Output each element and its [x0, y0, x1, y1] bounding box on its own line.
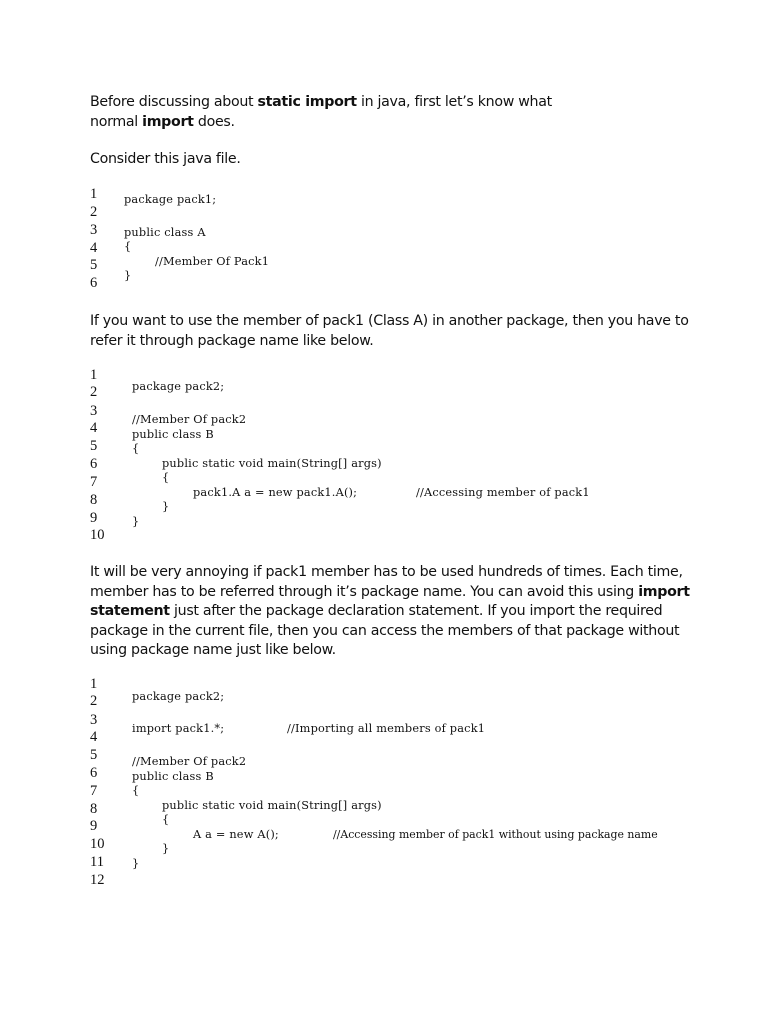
code-line: package pack1;	[124, 193, 217, 206]
intro-line-1: Before discussing about static import in java, first let’s know what	[90, 94, 552, 110]
pack1-usage-line-1: If you want to use the member of pack1 (Class A) in another package, then you have to	[90, 313, 689, 329]
line-number: 3	[90, 712, 98, 728]
line-number: 6	[90, 275, 98, 291]
code-line: {	[124, 240, 132, 253]
code-comment: //Importing all members of pack1	[287, 722, 486, 735]
import-explanation-line-3: statement just after the package declaration statement. If you import the required	[90, 603, 663, 619]
import-explanation-line-2: member has to be referred through it’s package name. You can avoid this using import	[90, 583, 690, 600]
line-number: 6	[90, 456, 98, 472]
line-number: 4	[90, 420, 98, 436]
line-number: 1	[90, 367, 98, 383]
code-comment: //Accessing member of pack1	[416, 486, 590, 499]
line-number: 6	[90, 765, 98, 781]
line-number: 9	[90, 818, 98, 834]
pack1-usage-paragraph	[90, 312, 689, 351]
consider-paragraph: Consider this java file.	[90, 151, 241, 167]
code-comment: //Member Of Pack1	[155, 255, 270, 268]
code-line: {	[162, 471, 170, 484]
code-line: package pack2;	[132, 380, 225, 393]
line-number: 9	[90, 510, 98, 526]
code-line: public class A	[124, 226, 206, 239]
code-line: public static void main(String[] args)	[162, 799, 382, 812]
line-number: 10	[90, 527, 105, 543]
line-number: 7	[90, 474, 98, 490]
line-number: 3	[90, 222, 98, 238]
line-number: 1	[90, 676, 98, 692]
code-comment: //Member Of pack2	[132, 755, 247, 768]
line-number: 4	[90, 240, 98, 256]
intro-paragraph	[90, 93, 552, 132]
code-comment: //Member Of pack2	[132, 413, 247, 426]
static-import-term: static import	[257, 94, 357, 110]
line-number: 7	[90, 783, 98, 799]
import-explanation-paragraph	[90, 563, 690, 661]
code-line: A a = new A();	[193, 828, 279, 841]
line-number: 8	[90, 492, 98, 508]
intro-line-2: normal import does.	[90, 113, 235, 130]
line-number: 8	[90, 801, 98, 817]
code-line: import pack1.*;	[132, 722, 225, 735]
import-term: import	[638, 583, 690, 600]
code-line: pack1.A a = new pack1.A();	[193, 486, 358, 499]
line-number: 4	[90, 729, 98, 745]
line-number: 2	[90, 384, 98, 400]
line-number: 5	[90, 438, 98, 454]
code-line: public class B	[132, 770, 214, 783]
code-line: }	[124, 269, 132, 282]
import-term: import	[142, 113, 194, 130]
line-number: 5	[90, 747, 98, 763]
pack1-usage-line-2: refer it through package name like below.	[90, 332, 374, 349]
code-line: }	[132, 857, 140, 870]
code-line: }	[162, 842, 170, 855]
code-comment: //Accessing member of pack1 without using package name	[333, 828, 658, 841]
code-line: }	[132, 515, 140, 528]
code-line: package pack2;	[132, 690, 225, 703]
line-number: 1	[90, 186, 98, 202]
line-number: 5	[90, 257, 98, 273]
line-number: 2	[90, 693, 98, 709]
code-line: }	[162, 500, 170, 513]
line-number: 3	[90, 403, 98, 419]
line-number: 10	[90, 836, 105, 852]
line-number: 12	[90, 872, 105, 888]
code-line: public class B	[132, 428, 214, 441]
code-line: {	[132, 442, 140, 455]
import-explanation-line-1: It will be very annoying if pack1 member has to be used hundreds of times. Each time,	[90, 564, 683, 580]
code-line: public static void main(String[] args)	[162, 457, 382, 470]
statement-term: statement	[90, 603, 170, 619]
code-line: {	[132, 784, 140, 797]
line-number: 11	[90, 854, 104, 870]
line-number: 2	[90, 204, 98, 220]
code-line: {	[162, 813, 170, 826]
import-explanation-line-5: using package name just like below.	[90, 642, 336, 658]
import-explanation-line-4: package in the current file, then you can access the members of that package without	[90, 622, 680, 639]
